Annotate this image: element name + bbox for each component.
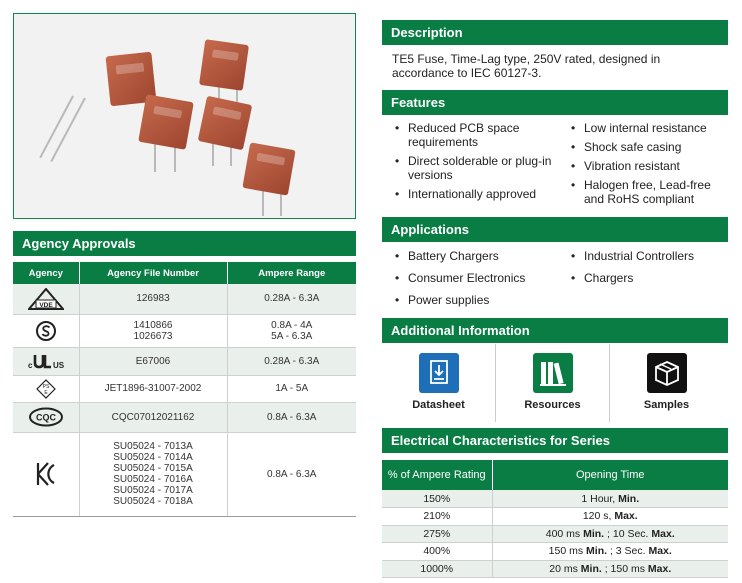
ampere-rating-column-header: % of Ampere Rating [382, 460, 492, 490]
kc-logo [13, 432, 79, 516]
list-item: • Consumer Electronics [390, 271, 560, 285]
list-item: • Chargers [566, 271, 726, 285]
opening-time: 1 Hour, Min. [492, 490, 728, 508]
list-item: • Power supplies [390, 293, 560, 307]
agency-file-number: JET1896-31007-2002 [79, 375, 227, 402]
table-row [13, 375, 356, 402]
table-row [13, 432, 356, 516]
svg-text:VDE: VDE [39, 301, 53, 309]
additional-information-header: Additional Information [382, 318, 728, 343]
opening-time-column-header: Opening Time [492, 460, 728, 490]
table-row [382, 560, 728, 578]
ampere-range-column-header: Ampere Range [227, 262, 356, 284]
electrical-characteristics-table [382, 460, 728, 578]
datasheet-link[interactable] [382, 344, 495, 422]
agency-file-number: CQC07012021162 [79, 402, 227, 432]
features-list-right [566, 121, 726, 211]
ampere-range: 0.28A - 6.3A [227, 284, 356, 314]
ampere-rating: 400% [382, 543, 492, 561]
samples-link[interactable] [610, 344, 723, 422]
agency-column-header: Agency [13, 262, 79, 284]
applications-header: Applications [382, 217, 728, 242]
table-row [13, 347, 356, 375]
table-row [13, 402, 356, 432]
features-list-left [390, 121, 560, 206]
fuse-component [199, 39, 249, 91]
fuse-component [242, 142, 295, 195]
ampere-rating: 150% [382, 490, 492, 508]
agency-file-number: SU05024 - 7013A SU05024 - 7014A SU05024 - 7015A SU05024 - 7016A SU05024 - 7017A SU05024 - 7018A [79, 432, 227, 516]
list-item: • Reduced PCB space requirements [390, 121, 560, 149]
opening-time: 20 ms Min. ; 150 ms Max. [492, 560, 728, 578]
list-item: • Halogen free, Lead-free and RoHS compliant [566, 178, 726, 206]
applications-list-left [390, 249, 560, 315]
pse-logo [13, 375, 79, 402]
svg-text:E: E [44, 389, 48, 396]
resources-icon[interactable] [533, 353, 573, 393]
table-row [13, 284, 356, 314]
description-text: TE5 Fuse, Time-Lag type, 250V rated, designed in accordance to IEC 60127-3. [392, 52, 661, 80]
table-row [13, 314, 356, 347]
datasheet-label[interactable]: Datasheet [412, 399, 465, 411]
resources-label[interactable]: Resources [524, 399, 581, 411]
fuse-component [198, 96, 253, 151]
product-photo [13, 13, 356, 219]
fuse-lead [262, 190, 264, 216]
ampere-range: 0.8A - 6.3A [227, 432, 356, 516]
samples-label[interactable]: Samples [643, 399, 690, 411]
table-row [382, 543, 728, 561]
file-number-column-header: Agency File Number [79, 262, 227, 284]
svg-text:c: c [27, 361, 33, 370]
svg-text:PS: PS [42, 383, 50, 390]
agency-approvals-header: Agency Approvals [13, 231, 356, 256]
ampere-range: 1A - 5A [227, 375, 356, 402]
agency-file-number: 126983 [79, 284, 227, 314]
ampere-rating: 1000% [382, 560, 492, 578]
description-header: Description [382, 20, 728, 45]
table-row [382, 525, 728, 543]
datasheet-icon[interactable] [419, 353, 459, 393]
list-item: • Battery Chargers [390, 249, 560, 263]
agency-approvals-table [13, 262, 356, 517]
features-header: Features [382, 90, 728, 115]
agency-file-number: 1410866 1026673 [79, 314, 227, 347]
opening-time: 150 ms Min. ; 3 Sec. Max. [492, 543, 728, 561]
list-item: • Low internal resistance [566, 121, 726, 135]
svg-text:CQC: CQC [35, 412, 56, 423]
s-mark-logo [13, 314, 79, 347]
fuse-lead [154, 142, 156, 172]
ampere-rating: 275% [382, 525, 492, 543]
cqc-logo [13, 402, 79, 432]
svg-text:US: US [52, 361, 64, 370]
ul-recognized-logo [13, 347, 79, 375]
list-item: • Industrial Controllers [566, 249, 726, 263]
list-item: • Internationally approved [390, 187, 560, 201]
ampere-range: 0.8A - 6.3A [227, 402, 356, 432]
ampere-range: 0.8A - 4A 5A - 6.3A [227, 314, 356, 347]
resources-link[interactable] [496, 344, 609, 422]
electrical-characteristics-header: Electrical Characteristics for Series [382, 428, 728, 453]
samples-icon[interactable] [647, 353, 687, 393]
ampere-range: 0.28A - 6.3A [227, 347, 356, 375]
list-item: • Direct solderable or plug-in versions [390, 154, 560, 182]
list-item: • Shock safe casing [566, 140, 726, 154]
applications-list-right [566, 249, 726, 293]
opening-time: 120 s, Max. [492, 508, 728, 526]
list-item: • Vibration resistant [566, 159, 726, 173]
vde-logo [13, 284, 79, 314]
fuse-component [138, 94, 194, 150]
table-row [382, 508, 728, 526]
fuse-lead [212, 142, 214, 166]
table-row [382, 490, 728, 508]
opening-time: 400 ms Min. ; 10 Sec. Max. [492, 525, 728, 543]
ampere-rating: 210% [382, 508, 492, 526]
agency-file-number: E67006 [79, 347, 227, 375]
